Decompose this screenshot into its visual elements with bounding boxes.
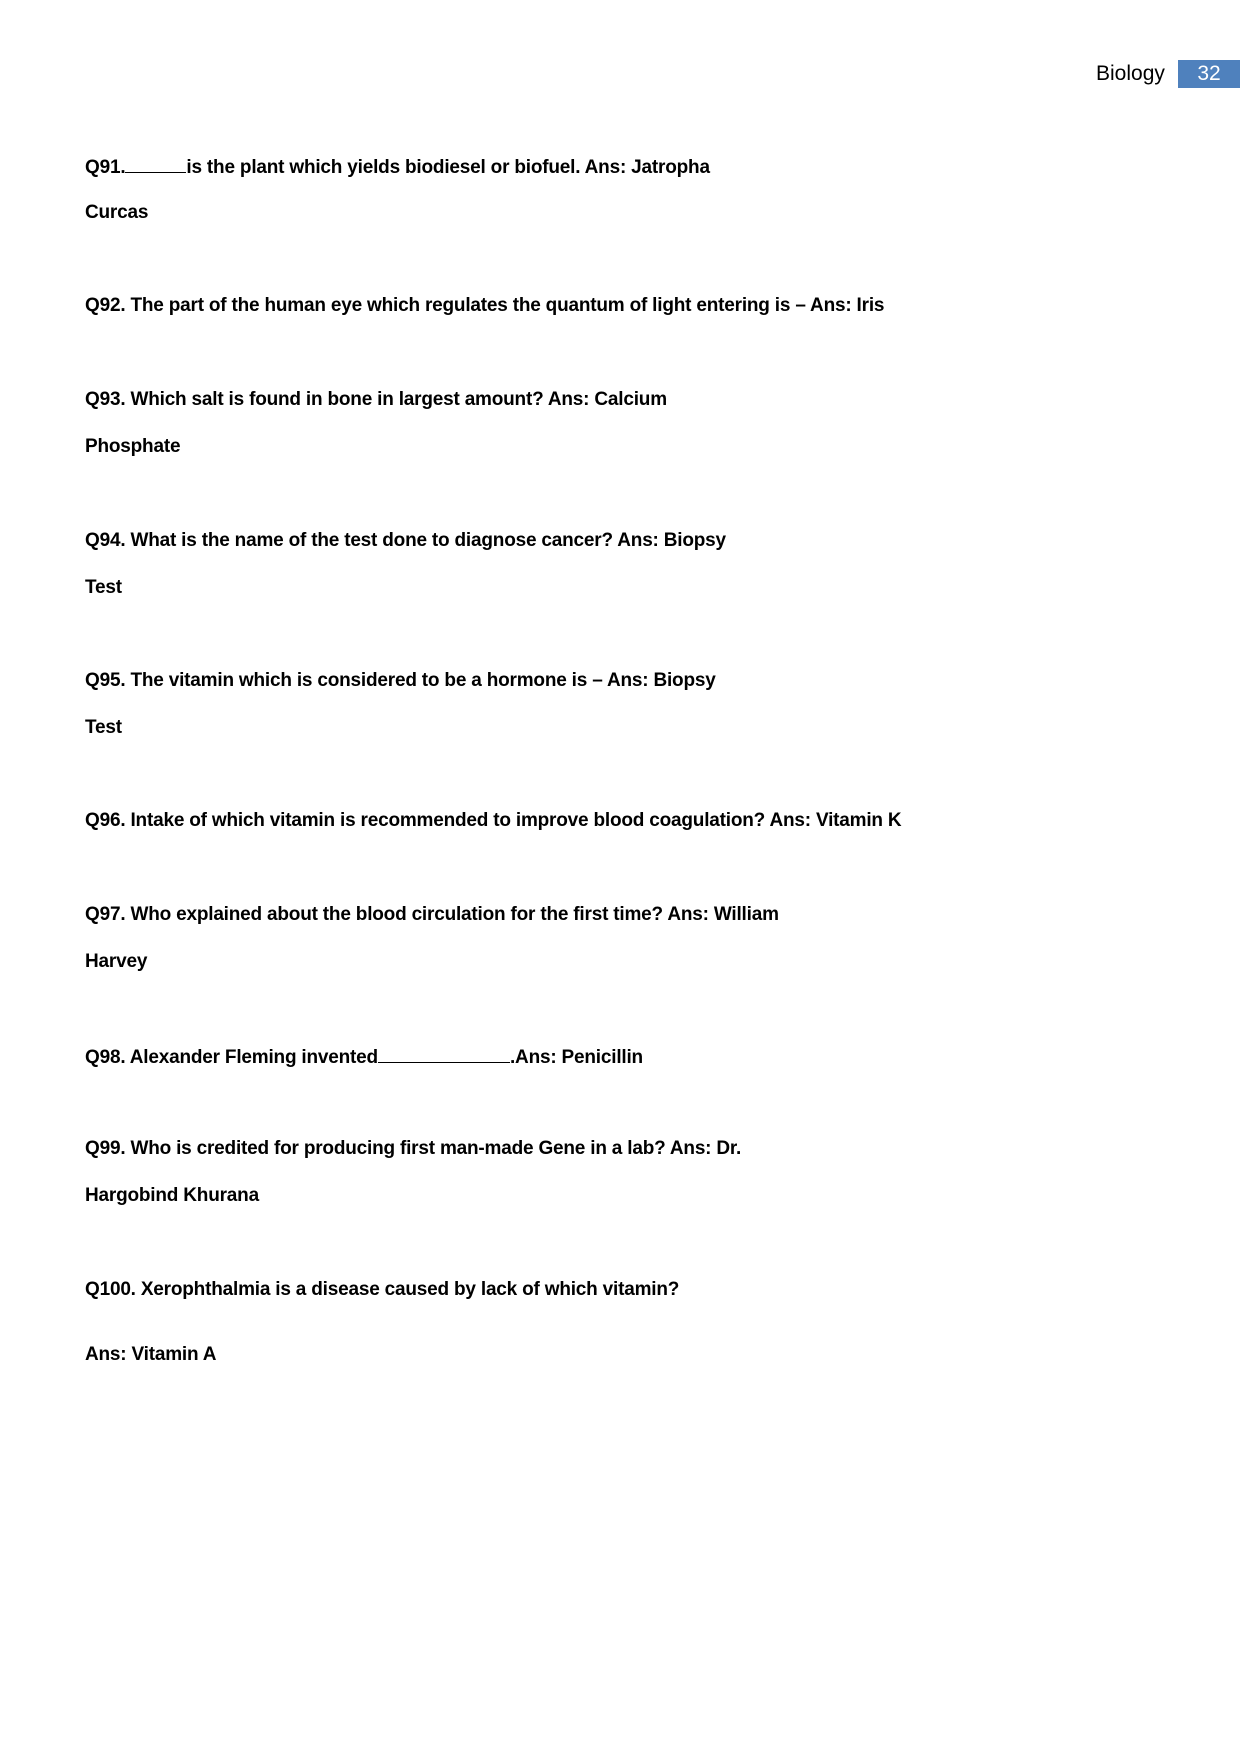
question-95-continuation: Test [85,717,122,738]
question-94: Q94. What is the name of the test done to diagnose cancer? Ans: Biopsy [85,530,726,551]
question-99-continuation: Hargobind Khurana [85,1185,259,1206]
question-92: Q92. The part of the human eye which regulates the quantum of light entering is – Ans: Iris [85,295,885,316]
question-98 [85,1044,643,1070]
fill-in-blank [125,154,186,173]
question-label: Q91. [85,157,126,178]
question-100-answer: Ans: Vitamin A [85,1344,217,1365]
question-93-continuation: Phosphate [85,436,181,457]
question-95: Q95. The vitamin which is considered to be a hormone is – Ans: Biopsy [85,670,716,691]
question-94-continuation: Test [85,577,122,598]
question-99: Q99. Who is credited for producing first man-made Gene in a lab? Ans: Dr. [85,1138,742,1159]
question-text: Q98. Alexander Fleming invented [85,1047,378,1068]
question-100: Q100. Xerophthalmia is a disease caused by lack of which vitamin? [85,1279,680,1300]
question-97: Q97. Who explained about the blood circulation for the first time? Ans: William [85,904,779,925]
question-96: Q96. Intake of which vitamin is recommended to improve blood coagulation? Ans: Vitamin K [85,810,902,831]
question-91-continuation: Curcas [85,202,149,223]
question-text: is the plant which yields biodiesel or biofuel. Ans: Jatropha [186,157,710,178]
answer-text: .Ans: Penicillin [509,1047,643,1068]
question-93: Q93. Which salt is found in bone in largest amount? Ans: Calcium [85,389,667,410]
fill-in-blank [378,1044,510,1063]
question-97-continuation: Harvey [85,951,148,972]
header-title: Biology [1096,62,1165,85]
question-91 [85,154,710,180]
page-number-badge: 32 [1178,60,1240,88]
